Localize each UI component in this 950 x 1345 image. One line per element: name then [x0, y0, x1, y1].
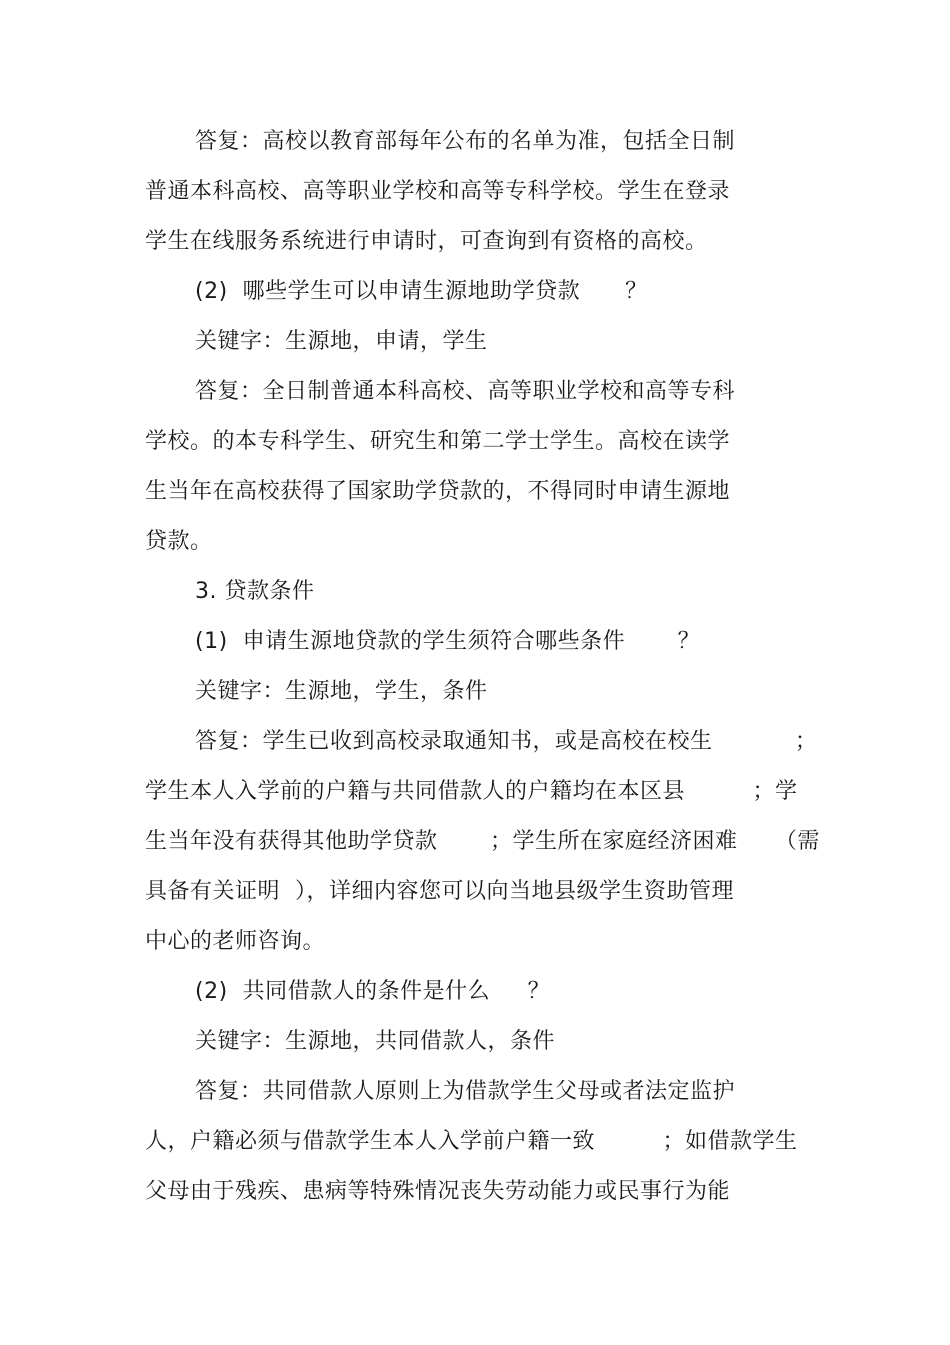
text-line: 贷款。 — [145, 529, 213, 554]
text-line: 生当年在高校获得了国家助学贷款的，不得同时申请生源地 — [145, 479, 731, 504]
text-line: (1) 申请生源地贷款的学生须符合哪些条件 ？ — [195, 629, 701, 654]
text-line: 生当年没有获得其他助学贷款 ；学生所在家庭经济困难 （需 — [145, 829, 820, 854]
text-line: 父母由于残疾、患病等特殊情况丧失劳动能力或民事行为能 — [145, 1179, 731, 1204]
text-line: 学生本人入学前的户籍与共同借款人的户籍均在本区县 ；学 — [145, 779, 798, 804]
text-line: 关键字：生源地，共同借款人，条件 — [195, 1029, 556, 1054]
text-line: 答复：高校以教育部每年公布的名单为准，包括全日制 — [195, 129, 736, 154]
text-line: 中心的老师咨询。 — [145, 929, 326, 954]
text-line: 答复：全日制普通本科高校、高等职业学校和高等专科 — [195, 379, 736, 404]
text-line: 学生在线服务系统进行申请时，可查询到有资格的高校。 — [145, 229, 708, 254]
text-line: 学校。的本专科学生、研究生和第二学士学生。高校在读学 — [145, 429, 731, 454]
text-line: (2) 哪些学生可以申请生源地助学贷款 ？ — [195, 279, 648, 304]
section-heading: 3. 贷款条件 — [195, 579, 315, 604]
text-line: (2) 共同借款人的条件是什么 ？ — [195, 979, 551, 1004]
text-line: 关键字：生源地，申请，学生 — [195, 329, 488, 354]
text-line: 答复：共同借款人原则上为借款学生父母或者法定监护 — [195, 1079, 736, 1104]
text-line: 普通本科高校、高等职业学校和高等专科学校。学生在登录 — [145, 179, 731, 204]
text-line: 人，户籍必须与借款学生本人入学前户籍一致 ；如借款学生 — [145, 1129, 798, 1154]
text-line: 关键字：生源地，学生，条件 — [195, 679, 488, 704]
text-line: 答复：学生已收到高校录取通知书，或是高校在校生 ； — [195, 729, 818, 754]
text-line: 具备有关证明 ），详细内容您可以向当地县级学生资助管理 — [145, 879, 734, 904]
